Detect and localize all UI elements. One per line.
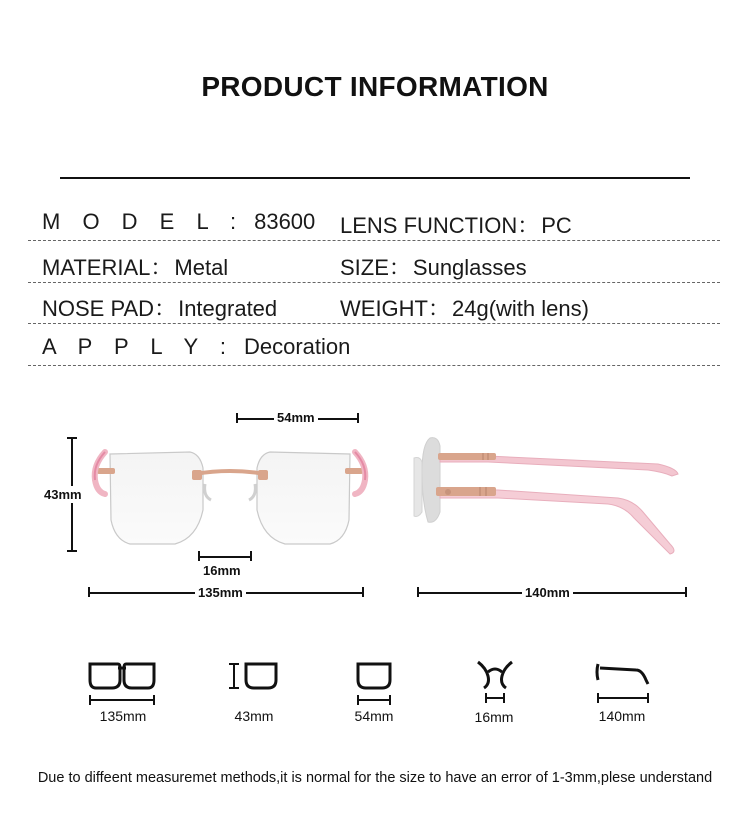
- glasses-side-view: [408, 432, 688, 562]
- icon-label-frame-width: 135mm: [99, 708, 147, 724]
- spec-material-label: MATERIAL：: [42, 255, 173, 280]
- spec-apply-label: A P P L Y :: [42, 334, 234, 359]
- tick: [362, 587, 364, 597]
- bridge-label: 16mm: [203, 563, 241, 578]
- spec-material: [42, 251, 228, 282]
- spec-material-value: Metal: [174, 255, 229, 280]
- spec-row-material: [28, 243, 720, 283]
- tick: [198, 551, 200, 561]
- lens-width-icon: [352, 658, 396, 708]
- tick: [250, 551, 252, 561]
- row-divider: [28, 323, 720, 324]
- spec-nose-pad-label: NOSE PAD：: [42, 296, 177, 321]
- spec-row-nose-pad: [28, 284, 720, 324]
- spec-size: [340, 251, 527, 282]
- lens-width-label: 54mm: [274, 410, 318, 425]
- spec-lens-function: [340, 209, 572, 240]
- spec-weight: [340, 292, 589, 323]
- page-title: PRODUCT INFORMATION: [201, 71, 549, 102]
- tick: [67, 437, 77, 439]
- spec-model: [42, 209, 315, 235]
- measurement-disclaimer: Due to diffeent measuremet methods,it is normal for the size to have an error of 1-3mm,plese understand: [37, 770, 713, 786]
- spec-model-value: 83600: [254, 209, 316, 234]
- tick: [417, 587, 419, 597]
- temple-length-icon: [592, 658, 652, 708]
- spec-size-label: SIZE：: [340, 255, 411, 280]
- tick: [88, 587, 90, 597]
- frame-width-label: 135mm: [195, 585, 246, 600]
- spec-size-value: Sunglasses: [412, 255, 527, 280]
- spec-row-apply: [28, 326, 720, 366]
- spec-lens-function-value: PC: [541, 213, 572, 238]
- row-divider: [28, 240, 720, 241]
- icon-label-temple-length: 140mm: [598, 708, 646, 724]
- spec-nose-pad-value: Integrated: [178, 296, 278, 321]
- bridge-icon: [474, 658, 516, 708]
- icon-label-lens-height: 43mm: [234, 708, 274, 724]
- glasses-front-view: [85, 440, 375, 550]
- tick: [67, 550, 77, 552]
- spec-lens-function-label: LENS FUNCTION：: [340, 213, 540, 238]
- icon-label-lens-width: 54mm: [354, 708, 394, 724]
- row-divider: [28, 282, 720, 283]
- lens-height-label: 43mm: [44, 487, 82, 502]
- spec-model-label: M O D E L :: [42, 209, 245, 234]
- lens-height-icon: [226, 658, 282, 698]
- title-divider: [60, 177, 690, 179]
- spec-apply: [42, 334, 350, 360]
- temple-length-label: 140mm: [522, 585, 573, 600]
- spec-nose-pad: [42, 292, 277, 323]
- spec-weight-label: WEIGHT：: [340, 296, 450, 321]
- spec-apply-value: Decoration: [243, 334, 351, 359]
- tick: [236, 413, 238, 423]
- spec-weight-value: 24g(with lens): [452, 296, 589, 321]
- icon-label-bridge: 16mm: [474, 709, 514, 725]
- frame-width-icon: [84, 658, 160, 708]
- spec-row-model: [28, 201, 720, 241]
- bridge-line: [199, 556, 251, 558]
- row-divider: [28, 365, 720, 366]
- tick: [685, 587, 687, 597]
- tick: [357, 413, 359, 423]
